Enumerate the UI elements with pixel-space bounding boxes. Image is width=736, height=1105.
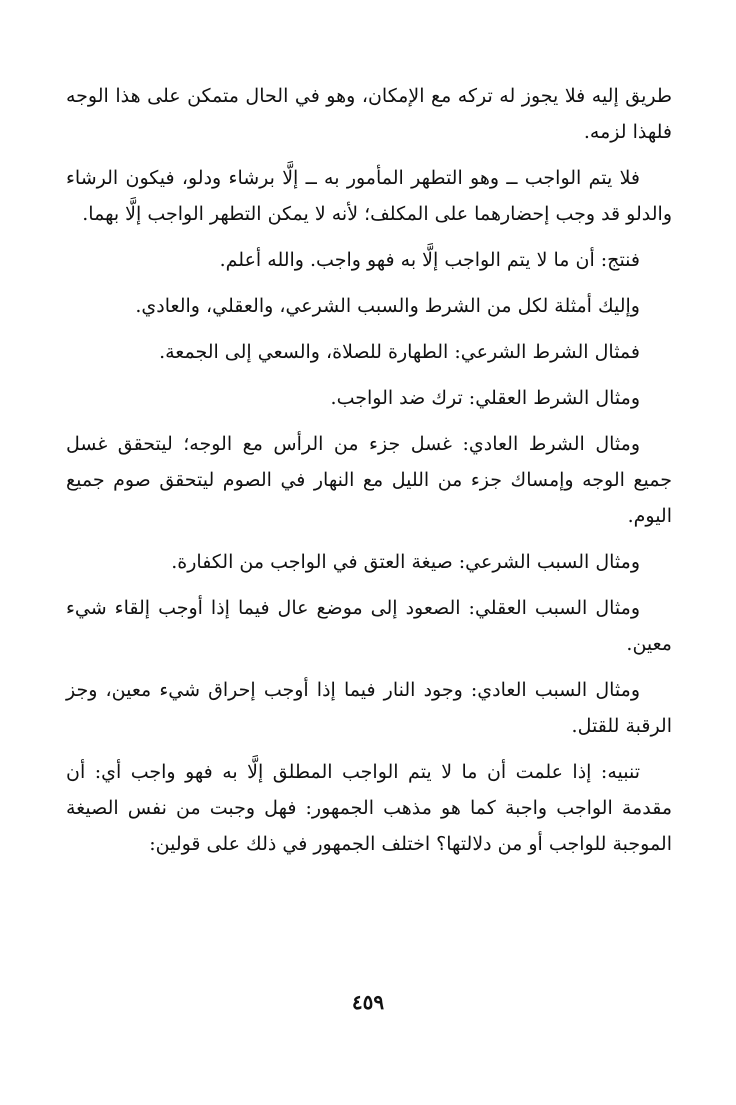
paragraph-sharia-condition: فمثال الشرط الشرعي: الطهارة للصلاة، والسعي إلى الجمعة. bbox=[159, 341, 640, 363]
paragraph-sharia-cause: ومثال السبب الشرعي: صيغة العتق في الواجب من الكفارة. bbox=[171, 551, 640, 573]
paragraph-rational-condition: ومثال الشرط العقلي: ترك ضد الواجب. bbox=[330, 387, 640, 409]
paragraph-wajib-example: فلا يتم الواجب ــ وهو التطهر المأمور به ــ إلَّا برشاء ودلو، فيكون الرشاء والدلو قد وجب إحضارهما على المكلف؛ لأنه لا يمكن التطهر الواجب إلَّا بهما. bbox=[66, 167, 672, 225]
page-number: ٤٥٩ bbox=[351, 990, 385, 1014]
paragraph-examples-intro: وإليك أمثلة لكل من الشرط والسبب الشرعي، والعقلي، والعادي. bbox=[135, 295, 640, 317]
paragraph-customary-condition: ومثال الشرط العادي: غسل جزء من الرأس مع الوجه؛ ليتحقق غسل جميع الوجه وإمساك جزء من الليل مع النهار في الصوم ليتحقق صوم جميع اليوم. bbox=[66, 433, 672, 527]
paragraph-customary-cause: ومثال السبب العادي: وجود النار فيما إذا أوجب إحراق شيء معين، وجز الرقبة للقتل. bbox=[66, 679, 672, 737]
main-text bbox=[66, 78, 672, 872]
paragraph-rational-cause: ومثال السبب العقلي: الصعود إلى موضع عال فيما إذا أوجب إلقاء شيء معين. bbox=[66, 597, 672, 655]
paragraph-note: تنبيه: إذا علمت أن ما لا يتم الواجب المطلق إلَّا به فهو واجب أي: أن مقدمة الواجب واجبة كما هو مذهب الجمهور: فهل وجبت من نفس الصيغة الموجبة للواجب أو من دلالتها؟ اختلف الجمهور في ذلك على قولين: bbox=[66, 761, 672, 855]
paragraph-continuation: طريق إليه فلا يجوز له تركه مع الإمكان، وهو في الحال متمكن على هذا الوجه فلهذا لزمه. bbox=[66, 85, 672, 143]
paragraph-conclusion: فنتج: أن ما لا يتم الواجب إلَّا به فهو واجب. والله أعلم. bbox=[219, 249, 640, 271]
